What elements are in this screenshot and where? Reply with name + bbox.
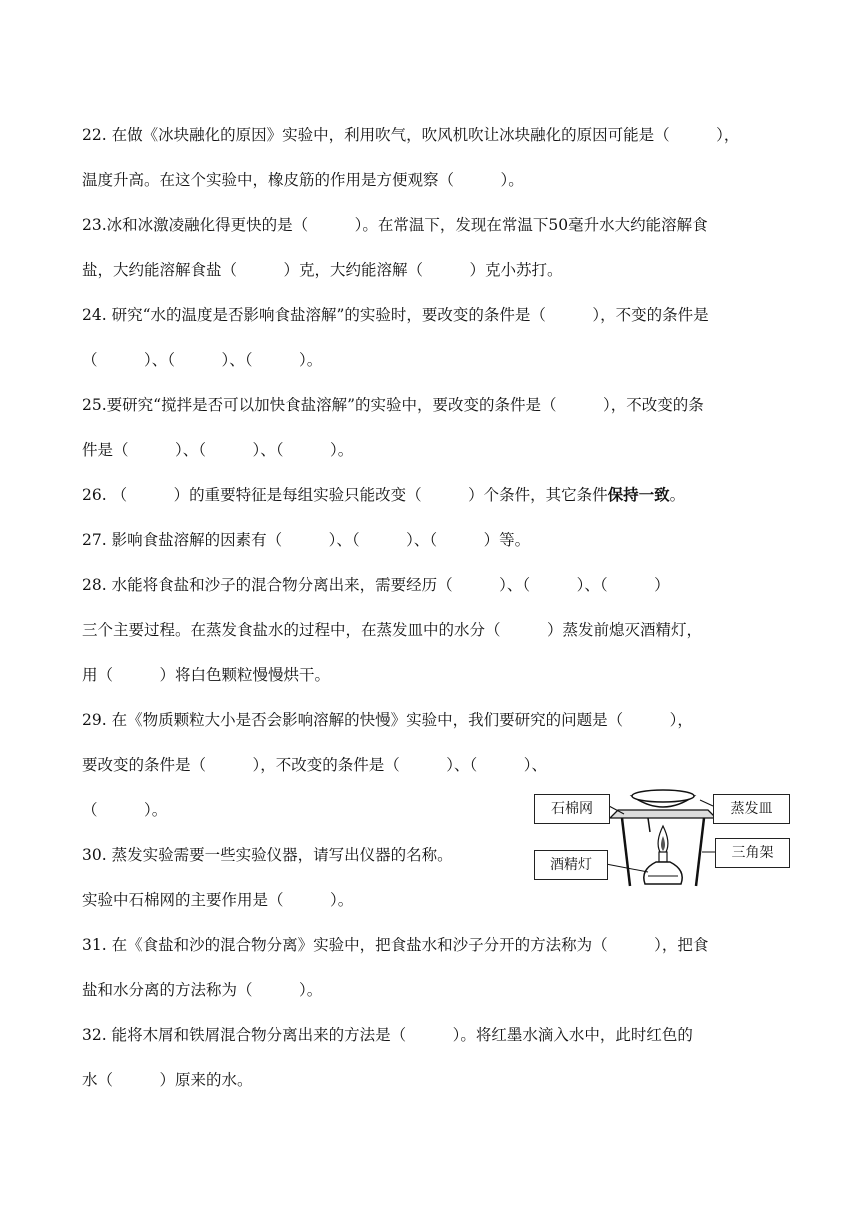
q26-emphasis: 保持一致 — [607, 485, 670, 504]
label-tripod: 三角架 — [715, 838, 790, 868]
q31-line-1: 31. 在《食盐和沙的混合物分离》实验中，把食盐水和沙子分开的方法称为（ ），把食 — [82, 936, 709, 954]
q25-line-2: 件是（ ）、（ ）、（ ）。 — [82, 441, 354, 459]
q25-line-1: 25.要研究“搅拌是否可以加快食盐溶解”的实验中，要改变的条件是（ ），不改变的条 — [82, 396, 704, 414]
label-asbestos-net: 石棉网 — [534, 794, 610, 824]
q31-line-2: 盐和水分离的方法称为（ ）。 — [82, 981, 323, 999]
q28-line-2: 三个主要过程。在蒸发食盐水的过程中，在蒸发皿中的水分（ ）蒸发前熄灭酒精灯， — [82, 621, 703, 639]
q28-line-1: 28. 水能将食盐和沙子的混合物分离出来，需要经历（ ）、（ ）、（ ） — [82, 576, 670, 594]
label-alcohol-lamp: 酒精灯 — [534, 850, 608, 880]
q28-line-3: 用（ ）将白色颗粒慢慢烘干。 — [82, 666, 331, 684]
q32-line-2: 水（ ）原来的水。 — [82, 1071, 253, 1089]
label-evaporating-dish: 蒸发皿 — [713, 794, 790, 824]
q23-line-1: 23.冰和冰激凌融化得更快的是（ ）。在常温下，发现在常温下50毫升水大约能溶解食 — [82, 216, 708, 234]
q30-line-1: 30. 蒸发实验需要一些实验仪器，请写出仪器的名称。 — [82, 846, 453, 864]
q30-line-2: 实验中石棉网的主要作用是（ ）。 — [82, 891, 354, 909]
q24-line-1: 24. 研究“水的温度是否影响食盐溶解”的实验时，要改变的条件是（ ），不变的条件是 — [82, 306, 709, 324]
q23-line-2: 盐，大约能溶解食盐（ ）克，大约能溶解（ ）克小苏打。 — [82, 261, 563, 279]
q27-line: 27. 影响食盐溶解的因素有（ ）、（ ）、（ ）等。 — [82, 531, 531, 549]
q29-line-1: 29. 在《物质颗粒大小是否会影响溶解的快慢》实验中，我们要研究的问题是（ ）， — [82, 711, 693, 729]
q26-prefix: 26. （ ）的重要特征是每组实验只能改变（ ）个条件，其它条件 — [82, 486, 608, 504]
alcohol-lamp-icon — [644, 862, 682, 884]
q29-line-3: （ ）。 — [82, 801, 168, 819]
asbestos-net-icon — [610, 810, 716, 818]
q22-line-1: 22. 在做《冰块融化的原因》实验中，利用吹气，吹风机吹让冰块融化的原因可能是（ ）， — [82, 126, 740, 144]
q22-line-2: 温度升高。在这个实验中，橡皮筋的作用是方便观察（ ）。 — [82, 171, 524, 189]
q24-line-2: （ ）、（ ）、（ ）。 — [82, 351, 323, 369]
q29-line-2: 要改变的条件是（ ），不改变的条件是（ ）、（ ）、 — [82, 756, 548, 774]
q32-line-1: 32. 能将木屑和铁屑混合物分离出来的方法是（ ）。将红墨水滴入水中，此时红色的 — [82, 1026, 693, 1044]
q26-suffix: 。 — [669, 486, 686, 504]
